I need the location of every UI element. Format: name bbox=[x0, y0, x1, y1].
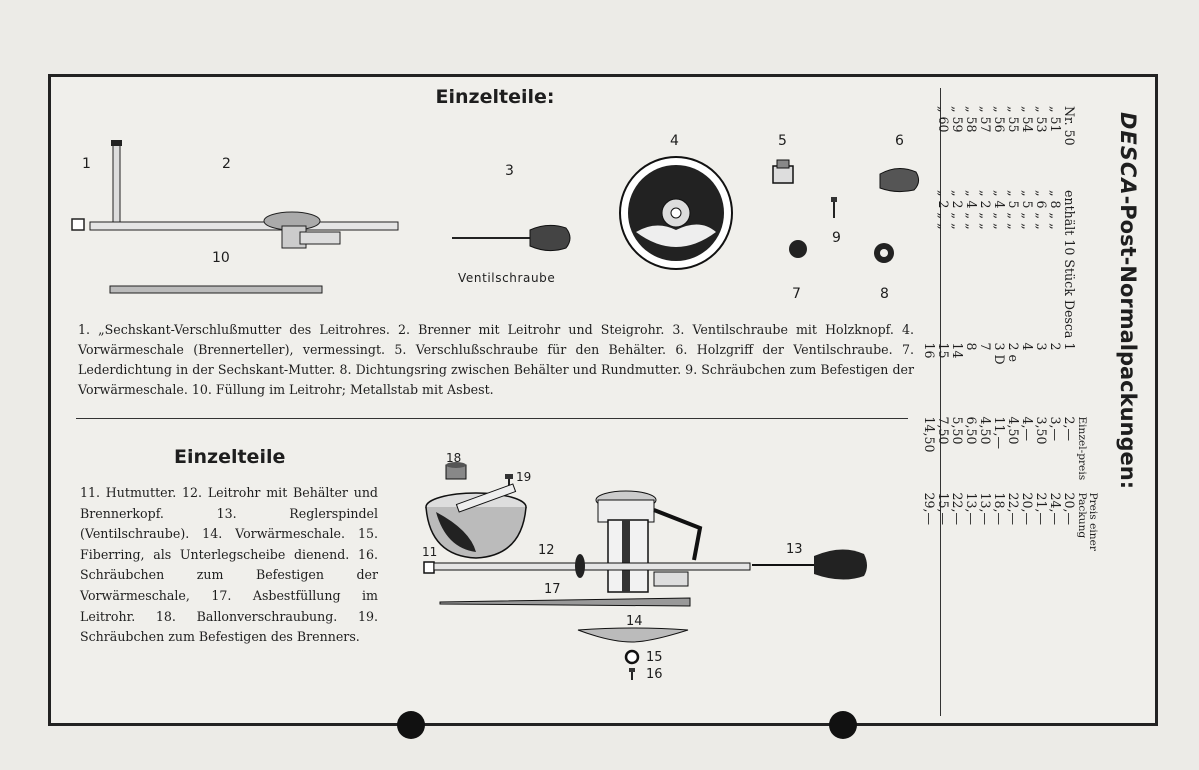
ventilschraube-label: Ventilschraube bbox=[458, 271, 556, 285]
price-cell-packung: 13,— bbox=[978, 492, 993, 526]
price-row bbox=[978, 104, 992, 580]
part-12-container bbox=[426, 484, 526, 558]
price-row bbox=[964, 104, 978, 580]
price-cell-count: 3 D bbox=[992, 342, 1007, 365]
burner-head bbox=[596, 491, 700, 592]
price-cell-count: 15 bbox=[936, 342, 951, 359]
price-cell-packung: 20,— bbox=[1062, 492, 1077, 526]
price-cell-text bbox=[922, 188, 936, 340]
price-cell-text: „ 4 „ „ bbox=[964, 190, 979, 230]
price-cell-einzel: 2,— bbox=[1062, 416, 1077, 442]
price-cell-einzel: 14,50 bbox=[922, 416, 937, 453]
price-cell-text: „ 2 „ „ bbox=[936, 190, 951, 230]
part-13-spindle bbox=[752, 549, 867, 579]
price-cell-nr: „ 56 bbox=[992, 106, 1007, 133]
price-cell-count: 7 bbox=[978, 342, 993, 351]
price-cell-nr: „ 57 bbox=[978, 106, 993, 133]
price-row bbox=[1006, 104, 1020, 580]
part-17-asbestos bbox=[440, 598, 690, 606]
price-cell-einzel: 5,50 bbox=[950, 416, 965, 445]
price-cell-einzel: 3,50 bbox=[1034, 416, 1049, 445]
price-cell-count: 8 bbox=[964, 342, 979, 351]
price-cell-einzel: 3,— bbox=[1048, 416, 1063, 442]
part-label-16: 16 bbox=[646, 667, 663, 682]
price-cell-text: „ 2 „ „ bbox=[978, 190, 993, 230]
price-cell-einzel: 7,50 bbox=[936, 416, 951, 445]
price-cell-nr: „ 60 bbox=[936, 106, 951, 133]
bottom-parts-caption: 11. Hutmutter. 12. Leitrohr mit Behälter und Brennerkopf. 13. Reglerspindel (Ventilschraube). 14. Vorwärmeschale. 15. Fiberring, als Unterlegscheibe dienend. 16. Schräubchen zum Befestigen der Vorwärmeschale, 17. Asbestfüllung im Leitrohr. 18. Ballonverschraubung. 19. Schräubchen zum Befestigen des Brenners. bbox=[80, 485, 378, 645]
price-cell-packung: 22,— bbox=[950, 492, 965, 526]
price-cell-nr: „ 58 bbox=[964, 106, 979, 133]
price-cell-nr: „ 59 bbox=[950, 106, 965, 133]
part-label-6: 6 bbox=[895, 133, 904, 149]
price-cell-count: 1 bbox=[1062, 342, 1077, 351]
price-cell-nr: „ 55 bbox=[1006, 106, 1021, 133]
price-cell-packung: 18,— bbox=[992, 492, 1007, 526]
price-cell-text: „ 2 „ „ bbox=[950, 190, 965, 230]
part-14-dish bbox=[578, 628, 688, 642]
price-cell-packung: 24,— bbox=[1048, 492, 1063, 526]
price-panel-title-text: -Post-Normalpackungen: bbox=[1116, 195, 1140, 490]
part-label-10: 10 bbox=[212, 250, 230, 266]
price-cell-einzel: 4,50 bbox=[1006, 416, 1021, 445]
price-row bbox=[950, 104, 964, 580]
price-cell-text: „ 4 „ „ bbox=[992, 190, 1007, 230]
leitrohr bbox=[434, 563, 750, 570]
price-cell-packung: 13,— bbox=[964, 492, 979, 526]
brand-logo: DESCA bbox=[1116, 112, 1140, 196]
part-15-ring bbox=[626, 651, 638, 663]
price-panel-rotated bbox=[922, 104, 1148, 664]
price-row bbox=[1034, 104, 1048, 580]
price-row bbox=[1020, 104, 1034, 580]
price-cell-nr: „ 53 bbox=[1034, 106, 1049, 133]
price-cell-text: „ 5 „ „ bbox=[1006, 190, 1021, 230]
price-row bbox=[992, 104, 1006, 580]
price-cell-nr bbox=[922, 104, 936, 188]
price-cell-einzel: 4,50 bbox=[978, 416, 993, 445]
part-label-3: 3 bbox=[505, 163, 514, 179]
price-cell-count: 3 bbox=[1034, 342, 1049, 351]
part-label-12: 12 bbox=[538, 543, 555, 558]
header-packung: Preis einer Packung bbox=[1076, 492, 1099, 551]
part-label-4: 4 bbox=[670, 133, 679, 149]
price-table-header bbox=[1076, 104, 1098, 580]
part-label-11: 11 bbox=[422, 545, 438, 559]
price-row bbox=[922, 104, 936, 580]
price-row bbox=[1062, 104, 1076, 580]
price-cell-nr: „ 54 bbox=[1020, 106, 1035, 133]
price-cell-count: 14 bbox=[950, 342, 965, 359]
header-einzelpreis: Einzel-preis bbox=[1076, 416, 1088, 481]
price-cell-nr: „ 51 bbox=[1048, 106, 1063, 133]
price-cell-text: „ 8 „ „ bbox=[1048, 190, 1063, 230]
price-row bbox=[1048, 104, 1062, 580]
bottom-section-title: Einzelteile bbox=[174, 446, 286, 468]
part-label-9: 9 bbox=[832, 230, 841, 246]
price-cell-einzel: 4,— bbox=[1020, 416, 1035, 442]
price-panel bbox=[922, 104, 1148, 704]
price-cell-packung: 22,— bbox=[1006, 492, 1021, 526]
price-cell-packung: 20,— bbox=[1020, 492, 1035, 526]
price-cell-packung: 21,— bbox=[1034, 492, 1049, 526]
price-cell-text: „ 5 „ „ bbox=[1020, 190, 1035, 230]
price-cell-packung: 15,— bbox=[936, 492, 951, 526]
price-cell-packung: 29,— bbox=[922, 492, 937, 526]
part-label-14: 14 bbox=[626, 614, 643, 629]
part-label-17: 17 bbox=[544, 582, 561, 597]
part-11-nut bbox=[424, 562, 434, 573]
price-cell-count: 16 bbox=[922, 342, 937, 359]
part-label-7: 7 bbox=[792, 286, 801, 302]
price-table bbox=[922, 104, 1098, 580]
price-cell-count: 4 bbox=[1020, 342, 1035, 351]
part-label-5: 5 bbox=[778, 133, 787, 149]
part-label-1: 1 bbox=[82, 156, 91, 172]
price-cell-einzel: 11,— bbox=[992, 416, 1007, 450]
part-16-screw bbox=[629, 668, 635, 680]
part-label-8: 8 bbox=[880, 286, 889, 302]
part-label-2: 2 bbox=[222, 156, 231, 172]
price-cell-count: 2 e bbox=[1006, 342, 1021, 362]
price-cell-nr: Nr. 50 bbox=[1062, 106, 1077, 146]
part-label-13: 13 bbox=[786, 542, 803, 557]
price-cell-einzel: 6,50 bbox=[964, 416, 979, 445]
price-panel-title bbox=[1116, 112, 1140, 489]
price-cell-count: 2 bbox=[1048, 342, 1063, 351]
price-cell-text: „ 6 „ „ bbox=[1034, 190, 1049, 230]
part-label-15: 15 bbox=[646, 650, 663, 665]
top-parts-caption: 1. „Sechskant-Verschlußmutter des Leitrohres. 2. Brenner mit Leitrohr und Steigrohr. 3. Ventilschraube mit Holzknopf. 4. Vorwärmeschale (Brennerteller), vermessingt. 5. Verschlußschraube für den Behälter. 6. Holzgriff der Ventilschraube. 7. Lederdichtung in der Sechskant-Mutter. 8. Dichtungsring zwischen Behälter und Rundmutter. 9. Schräubchen zum Befestigen der Vorwärmeschale. 10. Füllung im Leitrohr; Metallstab mit Asbest. bbox=[78, 322, 914, 397]
top-section-title: Einzelteile: bbox=[435, 86, 555, 108]
part-label-19: 19 bbox=[516, 470, 532, 484]
price-cell-text: enthält 10 Stück Desca bbox=[1062, 190, 1077, 339]
price-row bbox=[936, 104, 950, 580]
part-label-18: 18 bbox=[446, 451, 462, 465]
